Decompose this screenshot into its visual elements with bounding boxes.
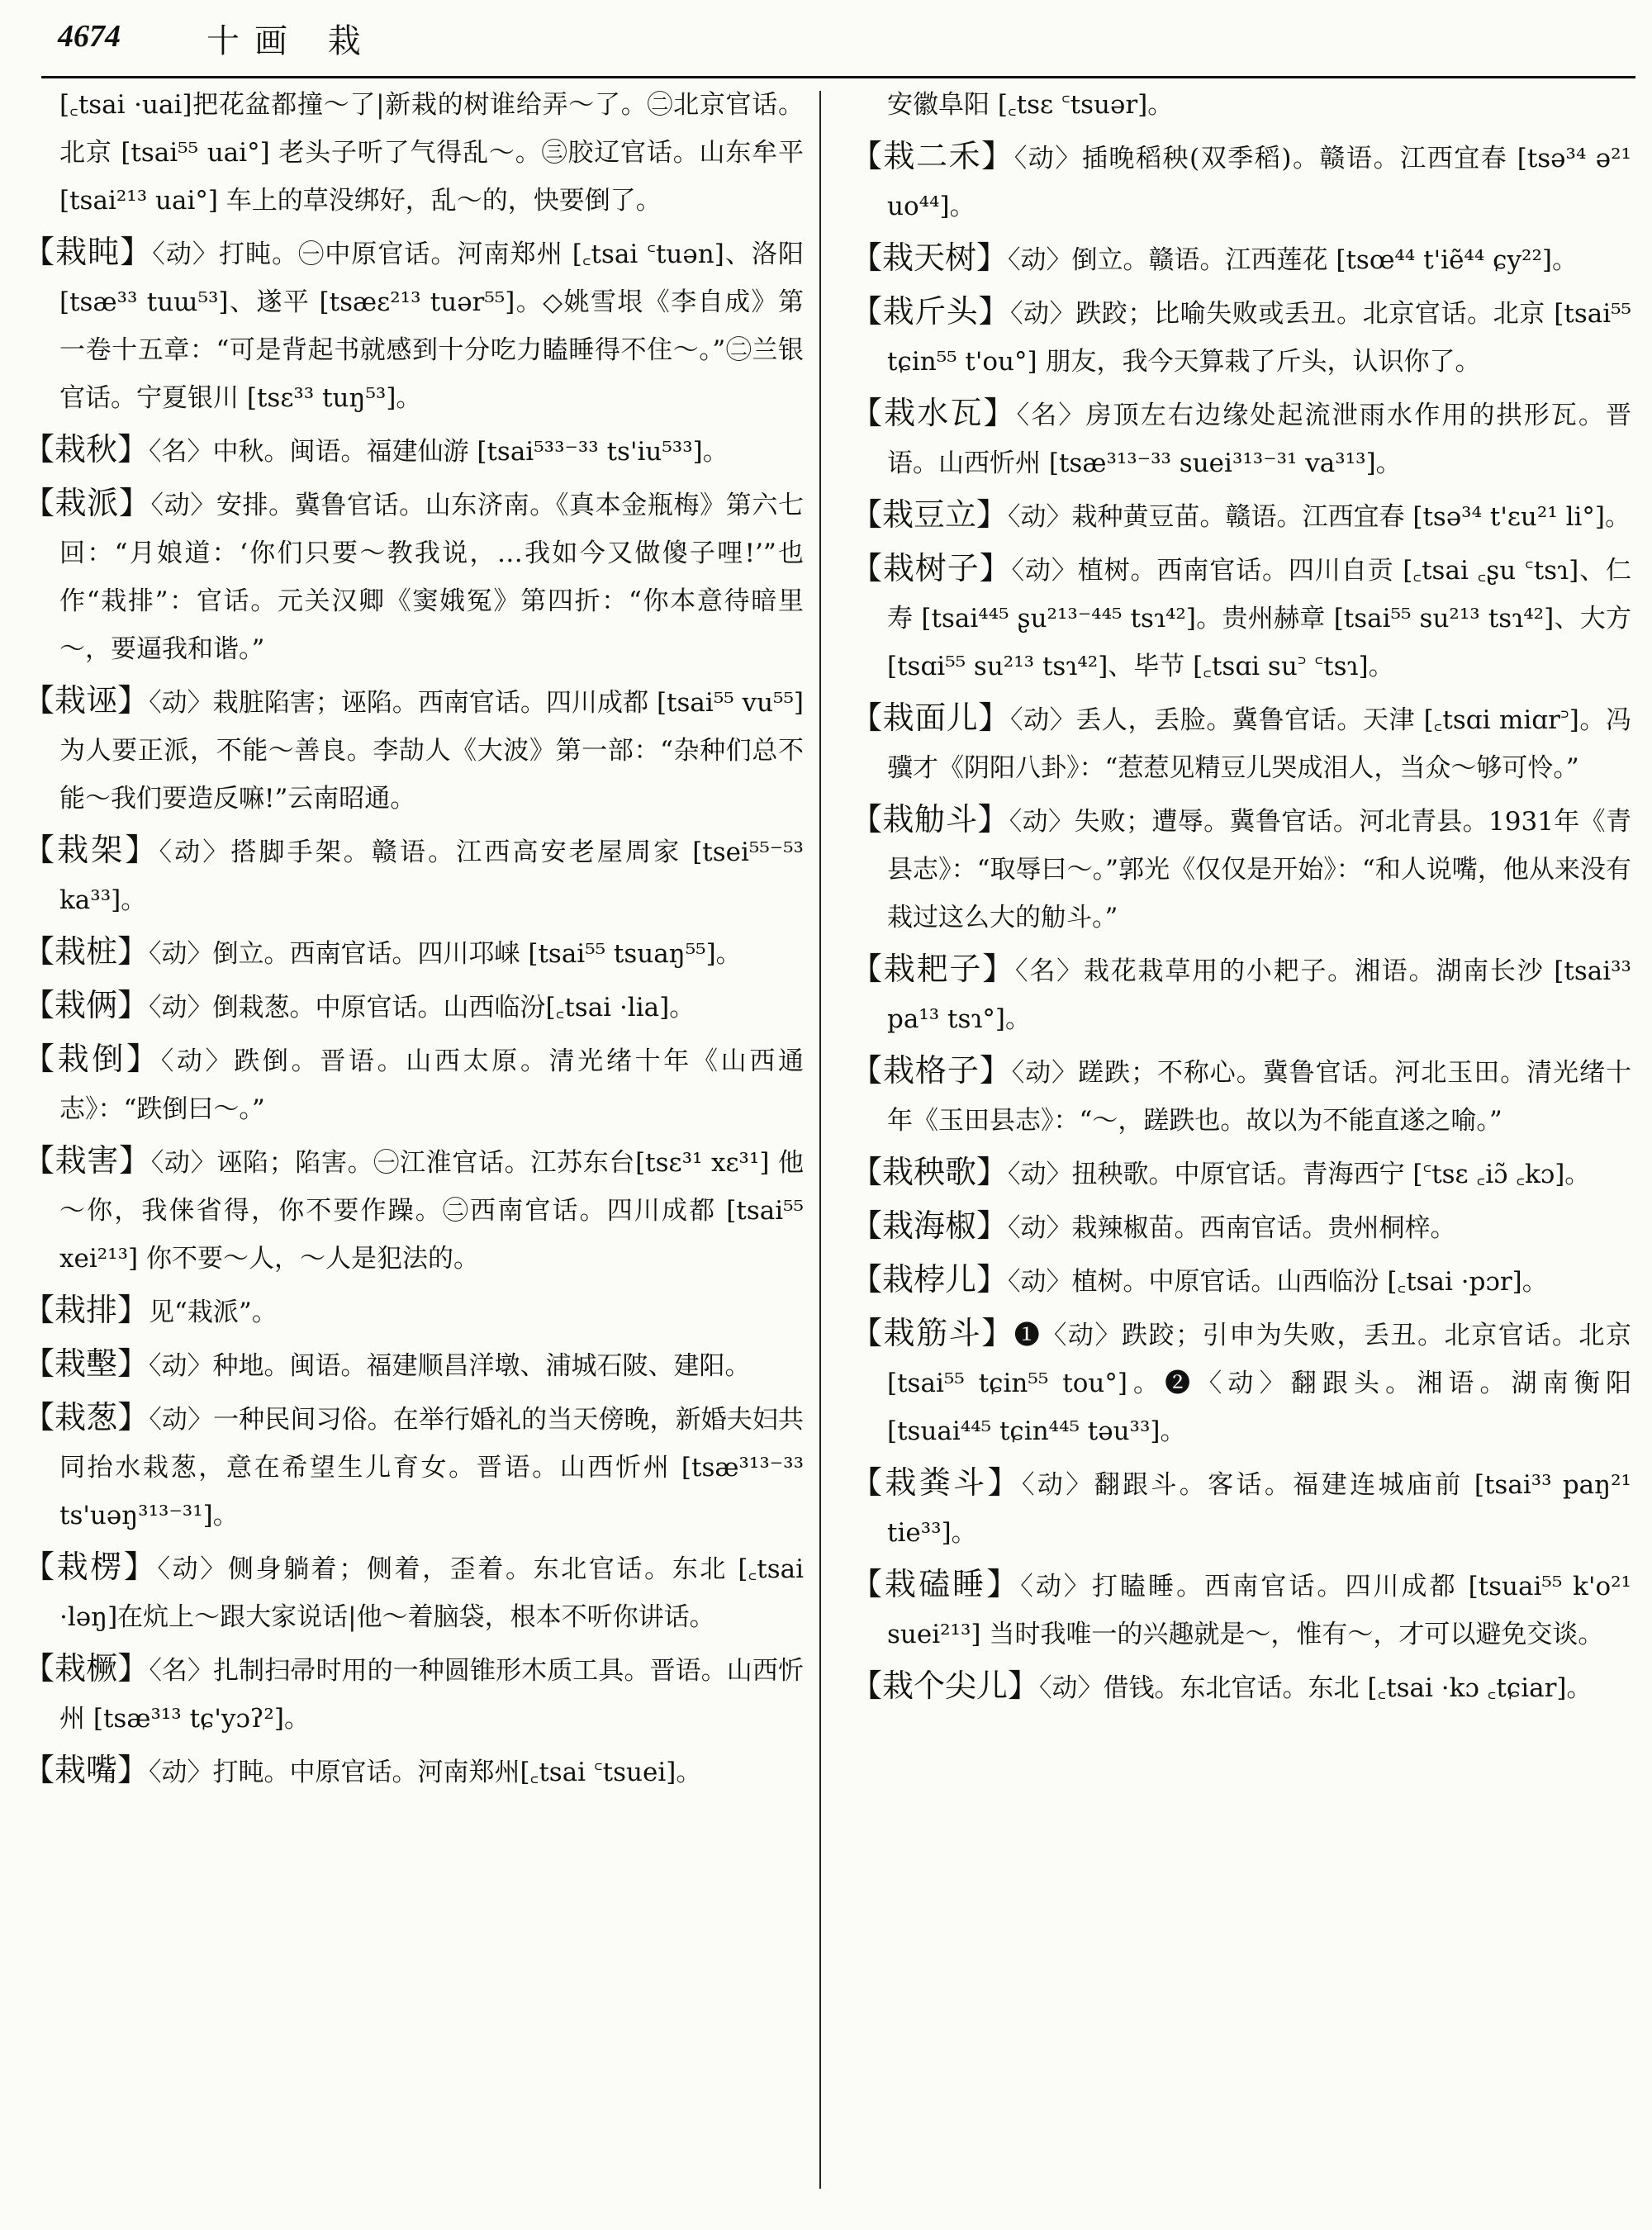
dictionary-entry bbox=[851, 1148, 1631, 1198]
entry-headword: 【栽墼】 bbox=[23, 1345, 150, 1382]
dictionary-entry bbox=[23, 826, 804, 924]
dictionary-entry bbox=[23, 981, 804, 1032]
entry-headword: 【栽盹】 bbox=[23, 234, 153, 270]
entry-text: 〈名〉房顶左右边缘处起流泄雨水作用的拱形瓦。晋语。山西忻州 [tsæ³¹³⁻³³ suei³¹³⁻³¹ va³¹³]。 bbox=[887, 401, 1631, 478]
entry-headword: 【栽筋斗】 bbox=[851, 1315, 1014, 1351]
dictionary-entry bbox=[851, 132, 1631, 230]
entry-text: 〈动〉植树。西南官话。四川自贡 [꜀tsai ꜀ʂu ꜂tsɿ]、仁寿 [tsai⁴⁴⁵ ʂu²¹³⁻⁴⁴⁵ tsɿ⁴²]。贵州赫章 [tsai⁵⁵ su²¹³ tsɿ⁴²]、大方 [tsɑi⁵⁵ su²¹³ tsɿ⁴²]、毕节 [꜀tsɑi su꜄ ꜂tsɿ]。 bbox=[887, 556, 1631, 681]
entry-headword: 【栽葱】 bbox=[23, 1399, 150, 1435]
entry-text: 〈动〉失败；遭辱。冀鲁官话。河北青县。1931年《青县志》：“取辱曰～。”郭光《仅仅是开始》：“和人说嘴，他从来没有栽过这么大的觔斗。” bbox=[887, 807, 1631, 932]
left-column bbox=[23, 78, 804, 2222]
dictionary-entry bbox=[851, 1560, 1631, 1658]
dictionary-entry bbox=[851, 78, 1631, 129]
entry-text: 〈动〉一种民间习俗。在举行婚礼的当天傍晚，新婚夫妇共同抬水栽葱，意在希望生儿育女。晋语。山西忻州 [tsæ³¹³⁻³³ ts'uəŋ³¹³⁻³¹]。 bbox=[59, 1405, 804, 1530]
dictionary-entry bbox=[23, 1035, 804, 1133]
entry-text: 〈动〉植树。中原官话。山西临汾 [꜀tsai ·pɔr]。 bbox=[1008, 1267, 1548, 1297]
entry-headword: 【栽觔斗】 bbox=[851, 801, 1009, 837]
dictionary-entry bbox=[851, 491, 1631, 541]
entry-headword: 【栽排】 bbox=[23, 1292, 150, 1328]
entry-text: 〈动〉栽脏陷害；诬陷。西南官话。四川成都 [tsai⁵⁵ vu⁵⁵] 为人要正派，不能～善良。李劼人《大波》第一部：“杂种们总不能～我们要造反嘛!”云南昭通。 bbox=[59, 688, 804, 814]
dictionary-entry bbox=[851, 544, 1631, 690]
entry-text: 〈动〉倒栽葱。中原官话。山西临汾[꜀tsai ·lia]。 bbox=[149, 993, 695, 1022]
entry-text: ❶〈动〉跌跤；引申为失败，丢丑。北京官话。北京 [tsai⁵⁵ tɕin⁵⁵ tou°]。❷〈动〉翻跟头。湘语。湖南衡阳 [tsuai⁴⁴⁵ tɕin⁴⁴⁵ təu³³]。 bbox=[887, 1321, 1631, 1446]
entry-text: 〈名〉栽花栽草用的小耙子。湘语。湖南长沙 [tsai³³ pa¹³ tsɿ°]。 bbox=[887, 956, 1631, 1034]
entry-text: 〈动〉蹉跌；不称心。冀鲁官话。河北玉田。清光绪十年《玉田县志》：“～，蹉跌也。故以为不能直遂之喻。” bbox=[887, 1058, 1631, 1136]
entry-text: 〈动〉搭脚手架。赣语。江西高安老屋周家 [tsei⁵⁵⁻⁵³ ka³³]。 bbox=[59, 837, 804, 915]
entry-text: 〈动〉诬陷；陷害。㊀江淮官话。江苏东台[tsɛ³¹ xɛ³¹] 他～你，我俫省得，你不要作躁。㊁西南官话。四川成都 [tsai⁵⁵ xei²¹³] 你不要～人，～人是犯法的。 bbox=[59, 1148, 804, 1274]
page-number: 4674 bbox=[58, 19, 121, 54]
dictionary-entry bbox=[23, 479, 804, 673]
entry-text: 〈动〉打盹。㊀中原官话。河南郑州 [꜀tsai ꜂tuən]、洛阳 [tsæ³³ tuɯ⁵³]、遂平 [tsæɛ²¹³ tuər⁵⁵]。◇姚雪垠《李自成》第一卷十五章：“可是背起书就感到十分吃力瞌睡得不住～。”㊁兰银官话。宁夏银川 [tsɛ³³ tuŋ⁵³]。 bbox=[59, 240, 804, 413]
dictionary-entry bbox=[23, 228, 804, 422]
entry-text: 〈动〉打瞌睡。西南官话。四川成都 [tsuai⁵⁵ k'o²¹ suei²¹³] 当时我唯一的兴趣就是～，惟有～，才可以避免交谈。 bbox=[887, 1572, 1631, 1649]
entry-headword: 【栽秧歌】 bbox=[851, 1154, 1009, 1190]
entry-headword: 【栽天树】 bbox=[851, 240, 1009, 276]
dictionary-entry bbox=[23, 78, 804, 225]
entry-headword: 【栽树子】 bbox=[851, 550, 1012, 586]
entry-headword: 【栽格子】 bbox=[851, 1052, 1012, 1089]
entry-headword: 【栽楞】 bbox=[23, 1549, 158, 1585]
entry-text: 〈动〉跌倒。晋语。山西太原。清光绪十年《山西通志》：“跌倒曰～。” bbox=[59, 1046, 804, 1124]
dictionary-entry bbox=[23, 1136, 804, 1283]
entry-text: 〈名〉中秋。闽语。福建仙游 [tsai⁵³³⁻³³ ts'iu⁵³³]。 bbox=[149, 437, 729, 467]
dictionary-entry bbox=[851, 694, 1631, 792]
dictionary-entry bbox=[851, 1459, 1631, 1557]
entry-text: 〈动〉丢人，丢脸。冀鲁官话。天津 [꜀tsɑi miɑr꜄]。冯骥才《阴阳八卦》：“惹惹见精豆儿哭成泪人，当众～够可怜。” bbox=[887, 705, 1631, 783]
dictionary-entry bbox=[851, 1662, 1631, 1712]
dictionary-entry bbox=[851, 287, 1631, 386]
entry-headword: 【栽海椒】 bbox=[851, 1208, 1009, 1244]
entry-text: [꜀tsai ·uai]把花盆都撞～了|新栽的树谁给弄～了。㊁北京官话。北京 [tsai⁵⁵ uai°] 老头子听了气得乱～。㊂胶辽官话。山东牟平 [tsai²¹³ uai°] 车上的草没绑好，乱～的，快要倒了。 bbox=[59, 90, 804, 216]
dictionary-entry bbox=[23, 425, 804, 476]
dictionary-entry bbox=[23, 1746, 804, 1796]
entry-headword: 【栽派】 bbox=[23, 485, 151, 521]
entry-text: 〈动〉侧身躺着；侧着，歪着。东北官话。东北 [꜀tsai ·ləŋ]在炕上～跟大家说话|他～着脑袋，根本不听你讲话。 bbox=[59, 1554, 804, 1632]
dictionary-entry bbox=[851, 389, 1631, 487]
dictionary-entry bbox=[23, 1340, 804, 1390]
entry-text: 〈动〉栽辣椒苗。西南官话。贵州桐梓。 bbox=[1008, 1213, 1456, 1243]
entry-headword: 【栽害】 bbox=[23, 1142, 151, 1179]
entry-headword: 【栽二禾】 bbox=[851, 138, 1014, 174]
dictionary-entry bbox=[851, 1046, 1631, 1145]
entry-text: 〈动〉借钱。东北官话。东北 [꜀tsai ·kɔ ꜀tɕiar]。 bbox=[1039, 1673, 1593, 1703]
dictionary-entry bbox=[851, 1309, 1631, 1455]
dictionary-entry bbox=[851, 1255, 1631, 1306]
entry-headword: 【栽秋】 bbox=[23, 431, 150, 467]
entry-text: 安徽阜阳 [꜀tsɛ ꜂tsuər]。 bbox=[887, 90, 1174, 120]
dictionary-entry bbox=[851, 1202, 1631, 1252]
entry-headword: 【栽嘴】 bbox=[23, 1752, 150, 1788]
dictionary-entry bbox=[23, 1393, 804, 1540]
section-heading: 十画 栽 bbox=[206, 22, 376, 60]
entry-text: 〈动〉跌跤；比喻失败或丢丑。北京官话。北京 [tsai⁵⁵ tɕin⁵⁵ t'ou°] 朋友，我今天算栽了斤头，认识你了。 bbox=[887, 299, 1631, 377]
entry-headword: 【栽耙子】 bbox=[851, 951, 1016, 987]
dictionary-entry bbox=[23, 1543, 804, 1641]
entry-headword: 【栽粪斗】 bbox=[851, 1464, 1022, 1501]
entry-headword: 【栽俩】 bbox=[23, 987, 150, 1023]
entry-headword: 【栽橛】 bbox=[23, 1650, 150, 1687]
entry-text: 〈动〉翻跟斗。客话。福建连城庙前 [tsai³³ paŋ²¹ tie³³]。 bbox=[887, 1470, 1631, 1548]
entry-text: 〈动〉倒立。赣语。江西莲花 [tsœ⁴⁴ t'iẽ⁴⁴ ɕy²²]。 bbox=[1008, 245, 1578, 275]
entry-text: 见“栽派”。 bbox=[149, 1298, 278, 1327]
entry-text: 〈动〉打盹。中原官话。河南郑州[꜀tsai ꜂tsuei]。 bbox=[149, 1758, 702, 1787]
entry-headword: 【栽桩】 bbox=[23, 933, 150, 970]
entry-text: 〈动〉栽种黄豆苗。赣语。江西宜春 [tsə³⁴ t'ɛu²¹ li°]。 bbox=[1008, 502, 1631, 532]
dictionary-entry bbox=[23, 1286, 804, 1336]
entry-headword: 【栽磕睡】 bbox=[851, 1566, 1021, 1602]
dictionary-entry bbox=[23, 1644, 804, 1743]
entry-headword: 【栽个尖儿】 bbox=[851, 1668, 1040, 1704]
dictionary-entry bbox=[851, 234, 1631, 284]
dictionary-entry bbox=[851, 945, 1631, 1043]
entry-headword: 【栽斤头】 bbox=[851, 293, 1010, 330]
entry-headword: 【栽面儿】 bbox=[851, 700, 1011, 736]
entry-headword: 【栽倒】 bbox=[23, 1041, 161, 1077]
entry-headword: 【栽水瓦】 bbox=[851, 395, 1017, 431]
entry-text: 〈动〉扭秧歌。中原官话。青海西宁 [꜂tsɛ ꜀iɔ̃ ꜀kɔ]。 bbox=[1008, 1160, 1591, 1189]
entry-headword: 【栽架】 bbox=[23, 832, 159, 868]
dictionary-entry bbox=[23, 928, 804, 978]
page-header bbox=[41, 0, 1635, 78]
dictionary-entry bbox=[23, 676, 804, 823]
entry-headword: 【栽桲儿】 bbox=[851, 1261, 1009, 1298]
column-divider bbox=[819, 91, 821, 2189]
entry-text: 〈动〉安排。冀鲁官话。山东济南。《真本金瓶梅》第六七回：“月娘道：‘你们只要～教我说，…我如今又做傻子哩!’”也作“栽排”：官话。元关汉卿《窦娥冤》第四折：“你本意待暗里～，要逼我和谐。” bbox=[59, 491, 804, 664]
entry-headword: 【栽诬】 bbox=[23, 682, 150, 719]
dictionary-entry bbox=[851, 795, 1631, 942]
entry-text: 〈名〉扎制扫帚时用的一种圆锥形木质工具。晋语。山西忻州 [tsæ³¹³ tɕ'yɔʔ²]。 bbox=[59, 1656, 804, 1734]
entry-text: 〈动〉种地。闽语。福建顺昌洋墩、浦城石陂、建阳。 bbox=[149, 1351, 751, 1381]
entry-text: 〈动〉倒立。西南官话。四川邛崃 [tsai⁵⁵ tsuaŋ⁵⁵]。 bbox=[149, 939, 742, 969]
entry-text: 〈动〉插晚稻秧(双季稻)。赣语。江西宜春 [tsə³⁴ ə²¹ uo⁴⁴]。 bbox=[887, 144, 1631, 221]
right-column bbox=[851, 78, 1631, 2222]
entry-headword: 【栽豆立】 bbox=[851, 496, 1009, 533]
